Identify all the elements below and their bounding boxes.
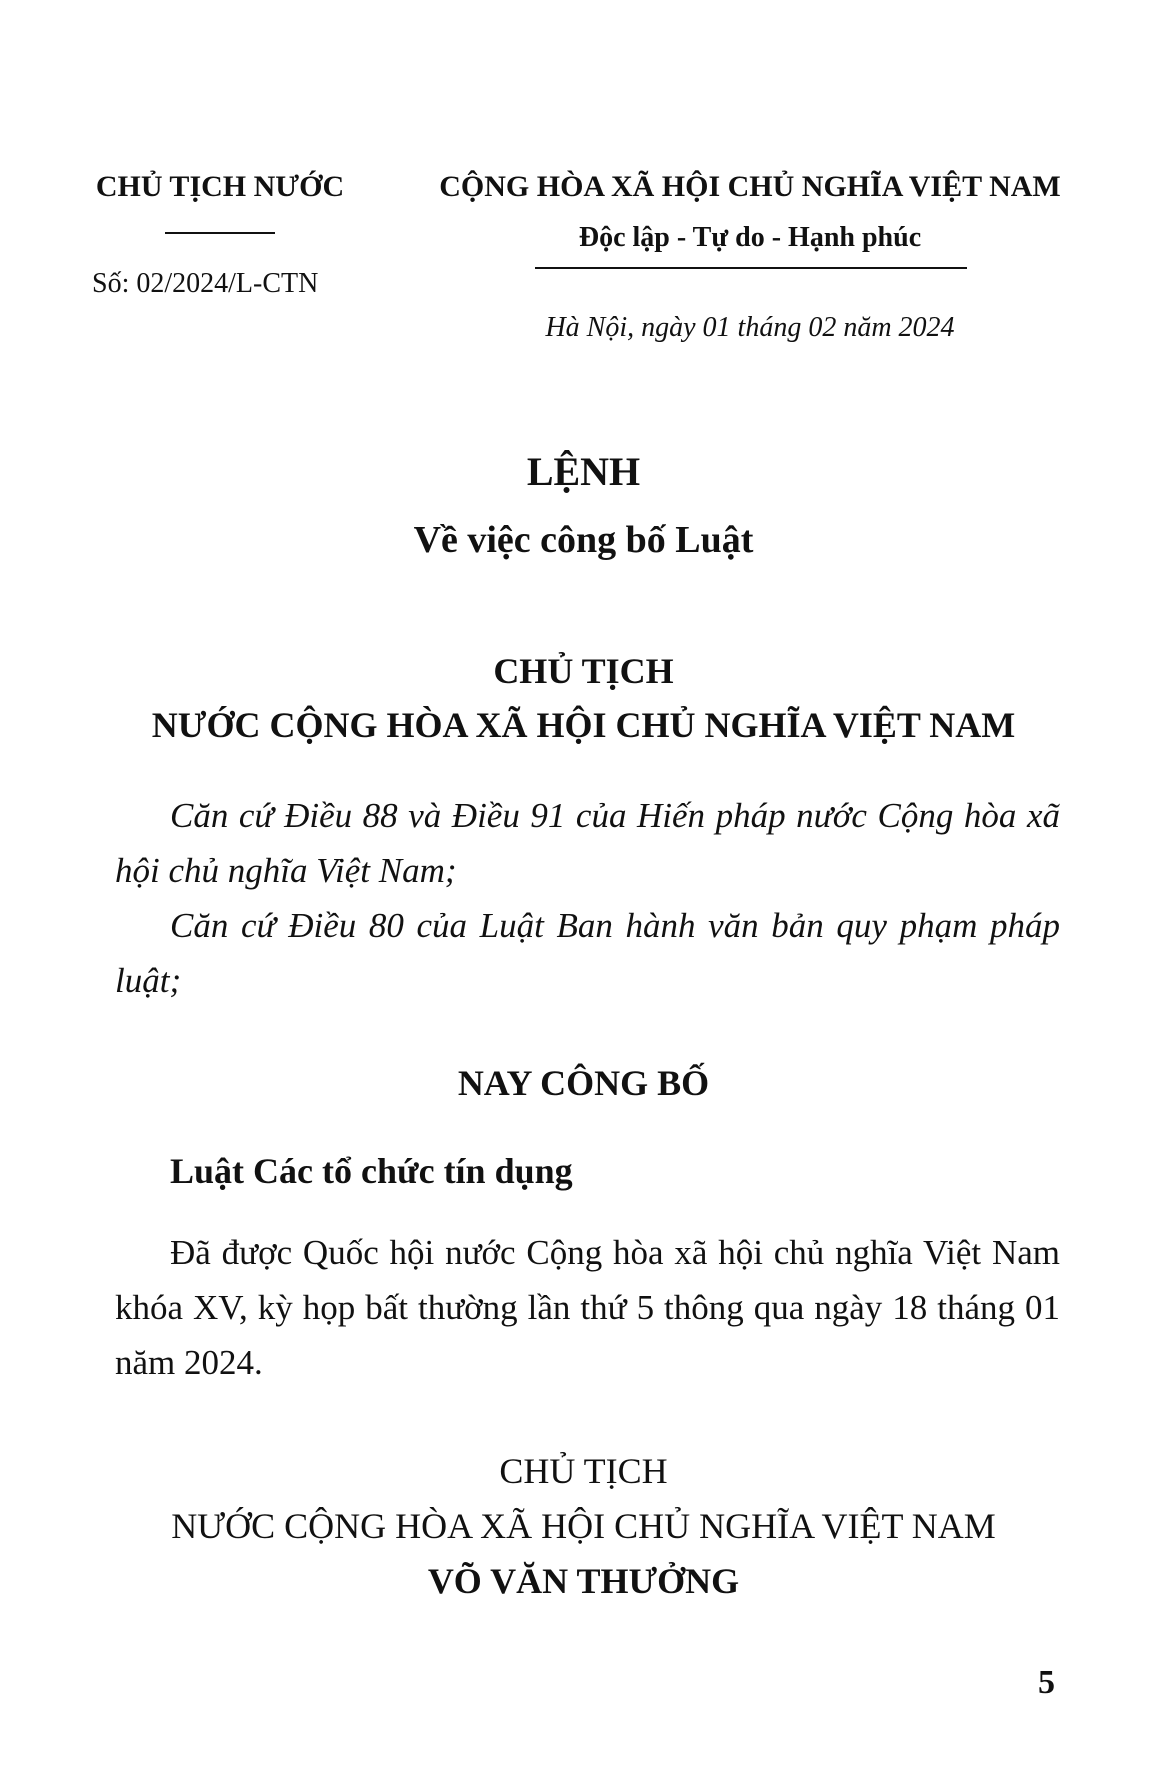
- authority-title: CHỦ TỊCH: [493, 651, 674, 691]
- place-date: Hà Nội, ngày 01 tháng 02 năm 2024: [545, 312, 955, 343]
- legal-basis-2: Căn cứ Điều 80 của Luật Ban hành văn bản quy phạm pháp luật;: [115, 906, 1060, 1000]
- signature-country: NƯỚC CỘNG HÒA XÃ HỘI CHỦ NGHĨA VIỆT NAM: [171, 1506, 996, 1546]
- issuer-heading: CHỦ TỊCH NƯỚC: [95, 170, 345, 203]
- document-title: LỆNH: [526, 449, 641, 494]
- issuer-underline: [165, 232, 275, 234]
- country-heading: CỘNG HÒA XÃ HỘI CHỦ NGHĨA VIỆT NAM: [439, 170, 1061, 203]
- national-motto: Độc lập - Tự do - Hạnh phúc: [578, 222, 922, 253]
- law-name: Luật Các tổ chức tín dụng: [170, 1151, 573, 1191]
- document-number: Số: 02/2024/L-CTN: [92, 268, 319, 299]
- signer-name: VÕ VĂN THƯỞNG: [427, 1561, 740, 1601]
- page-number: 5: [1038, 1664, 1055, 1701]
- signature-title: CHỦ TỊCH: [499, 1451, 668, 1491]
- document-subtitle: Về việc công bố Luật: [413, 519, 754, 561]
- promulgation-heading: NAY CÔNG BỐ: [457, 1063, 710, 1103]
- authority-country: NƯỚC CỘNG HÒA XÃ HỘI CHỦ NGHĨA VIỆT NAM: [151, 705, 1016, 745]
- legal-basis-1: Căn cứ Điều 88 và Điều 91 của Hiến pháp nước Cộng hòa xã hội chủ nghĩa Việt Nam;: [115, 796, 1060, 890]
- motto-underline: [535, 267, 967, 269]
- adoption-paragraph: Đã được Quốc hội nước Cộng hòa xã hội chủ nghĩa Việt Nam khóa XV, kỳ họp bất thường lần thứ 5 thông qua ngày 18 tháng 01 năm 2024.: [115, 1233, 1060, 1382]
